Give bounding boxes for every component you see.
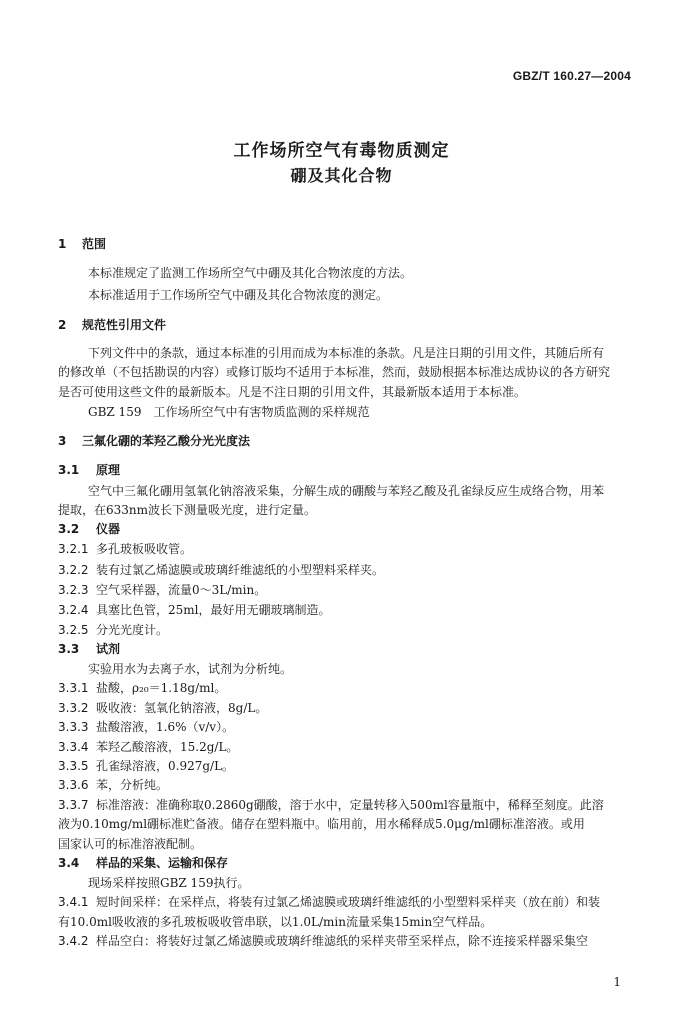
item-number: 3.3.6 [58, 778, 89, 792]
section-title: 试剂 [96, 642, 121, 656]
item-number: 3.3.3 [58, 720, 89, 734]
item-text: 标准溶液：准确称取0.2860g硼酸，溶于水中，定量转移入500ml容量瓶中，稀释至刻度。此溶 [96, 798, 604, 812]
subsection-3-3-heading [58, 641, 633, 657]
paragraph: 本标准规定了监测工作场所空气中硼及其化合物浓度的方法。 [88, 266, 413, 280]
item-number: 3.2.3 [58, 583, 89, 597]
item-text: 多孔玻板吸收管。 [96, 542, 193, 556]
section-2-heading [58, 317, 633, 333]
list-item [58, 541, 633, 557]
list-item [58, 719, 633, 735]
item-text: 具塞比色管，25ml，最好用无硼玻璃制造。 [96, 603, 331, 617]
standard-code: GBZ/T 160.27—2004 [512, 69, 631, 83]
item-number: 3.3.1 [58, 681, 89, 695]
list-item [58, 562, 633, 578]
document-title: 工作场所空气有毒物质测定 [233, 141, 450, 161]
paragraph: 本标准适用于工作场所空气中硼及其化合物浓度的测定。 [88, 288, 389, 302]
section-title: 样品的采集、运输和保存 [96, 856, 229, 870]
list-item [58, 622, 633, 638]
paragraph: 实验用水为去离子水，试剂为分析纯。 [88, 662, 293, 676]
paragraph: 国家认可的标准溶液配制。 [58, 837, 203, 851]
list-item [58, 758, 633, 774]
item-number: 3.3.4 [58, 740, 89, 754]
item-text: 短时间采样：在采样点，将装有过氯乙烯滤膜或玻璃纤维滤纸的小型塑料采样夹（放在前）和装 [96, 895, 601, 909]
section-number: 3.1 [58, 463, 80, 477]
subsection-3-1-heading [58, 462, 633, 478]
section-title: 规范性引用文件 [82, 318, 167, 332]
paragraph: 液为0.10mg/ml硼标准贮备液。储存在塑料瓶中。临用前，用水稀释成5.0μg/ml硼标准溶液。或用 [58, 817, 585, 831]
section-3-heading [58, 433, 633, 449]
subsection-3-4-heading [58, 855, 633, 871]
paragraph: 空气中三氟化硼用氢氧化钠溶液采集，分解生成的硼酸与苯羟乙酸及孔雀绿反应生成络合物，用苯 [88, 484, 605, 498]
item-text: 苯，分析纯。 [96, 778, 169, 792]
paragraph: 是否可使用这些文件的最新版本。凡是不注日期的引用文件，其最新版本适用于本标准。 [58, 385, 527, 399]
section-title: 三氟化硼的苯羟乙酸分光光度法 [82, 434, 251, 448]
item-text: 苯羟乙酸溶液，15.2g/L。 [96, 740, 239, 754]
item-text: 盐酸溶液，1.6%（v/v）。 [96, 720, 235, 734]
section-title: 仪器 [96, 522, 121, 536]
paragraph: 现场采样按照GBZ 159执行。 [88, 876, 250, 890]
item-number: 3.2.4 [58, 603, 89, 617]
subsection-3-2-heading [58, 521, 633, 537]
section-number: 3 [58, 434, 67, 448]
item-text: 装有过氯乙烯滤膜或玻璃纤维滤纸的小型塑料采样夹。 [96, 563, 385, 577]
paragraph: 的修改单（不包括勘误的内容）或修订版均不适用于本标准，然而，鼓励根据本标准达成协议的各方研究 [58, 365, 611, 379]
item-number: 3.4.2 [58, 934, 89, 948]
item-text: 孔雀绿溶液，0.927g/L。 [96, 759, 235, 773]
item-text: 分光光度计。 [96, 623, 169, 637]
item-text: 吸收液：氢氧化钠溶液，8g/L。 [96, 701, 268, 715]
list-item [58, 582, 633, 598]
section-number: 3.2 [58, 522, 80, 536]
item-number: 3.2.1 [58, 542, 89, 556]
item-text: 样品空白：将装好过氯乙烯滤膜或玻璃纤维滤纸的采样夹带至采样点，除不连接采样器采集空 [96, 934, 589, 948]
item-number: 3.3.2 [58, 701, 89, 715]
section-number: 2 [58, 318, 67, 332]
paragraph: 有10.0ml吸收液的多孔玻板吸收管串联，以1.0L/min流量采集15min空气样品。 [58, 915, 493, 929]
page-number: 1 [613, 975, 621, 989]
list-item [58, 777, 633, 793]
paragraph: 下列文件中的条款，通过本标准的引用而成为本标准的条款。凡是注日期的引用文件，其随后所有 [88, 346, 605, 360]
section-number: 3.3 [58, 642, 80, 656]
section-number: 1 [58, 237, 67, 251]
section-title: 原理 [96, 463, 121, 477]
list-item [58, 797, 633, 813]
list-item [58, 739, 633, 755]
item-number: 3.3.7 [58, 798, 89, 812]
item-number: 3.2.5 [58, 623, 89, 637]
list-item [58, 933, 633, 949]
item-number: 3.4.1 [58, 895, 89, 909]
list-item [58, 602, 633, 618]
section-number: 3.4 [58, 856, 80, 870]
list-item [58, 700, 633, 716]
section-title: 范围 [82, 237, 107, 251]
document-subtitle: 硼及其化合物 [290, 166, 393, 185]
item-text: 空气采样器，流量0～3L/min。 [96, 583, 267, 597]
paragraph: 提取，在633nm波长下测量吸光度，进行定量。 [58, 503, 317, 517]
list-item [58, 894, 633, 910]
list-item [58, 680, 633, 696]
item-text: 盐酸，ρ₂₀＝1.18g/ml。 [96, 681, 227, 695]
section-1-heading [58, 236, 633, 252]
item-number: 3.2.2 [58, 563, 89, 577]
item-number: 3.3.5 [58, 759, 89, 773]
reference-item: GBZ 159 工作场所空气中有害物质监测的采样规范 [88, 405, 370, 419]
